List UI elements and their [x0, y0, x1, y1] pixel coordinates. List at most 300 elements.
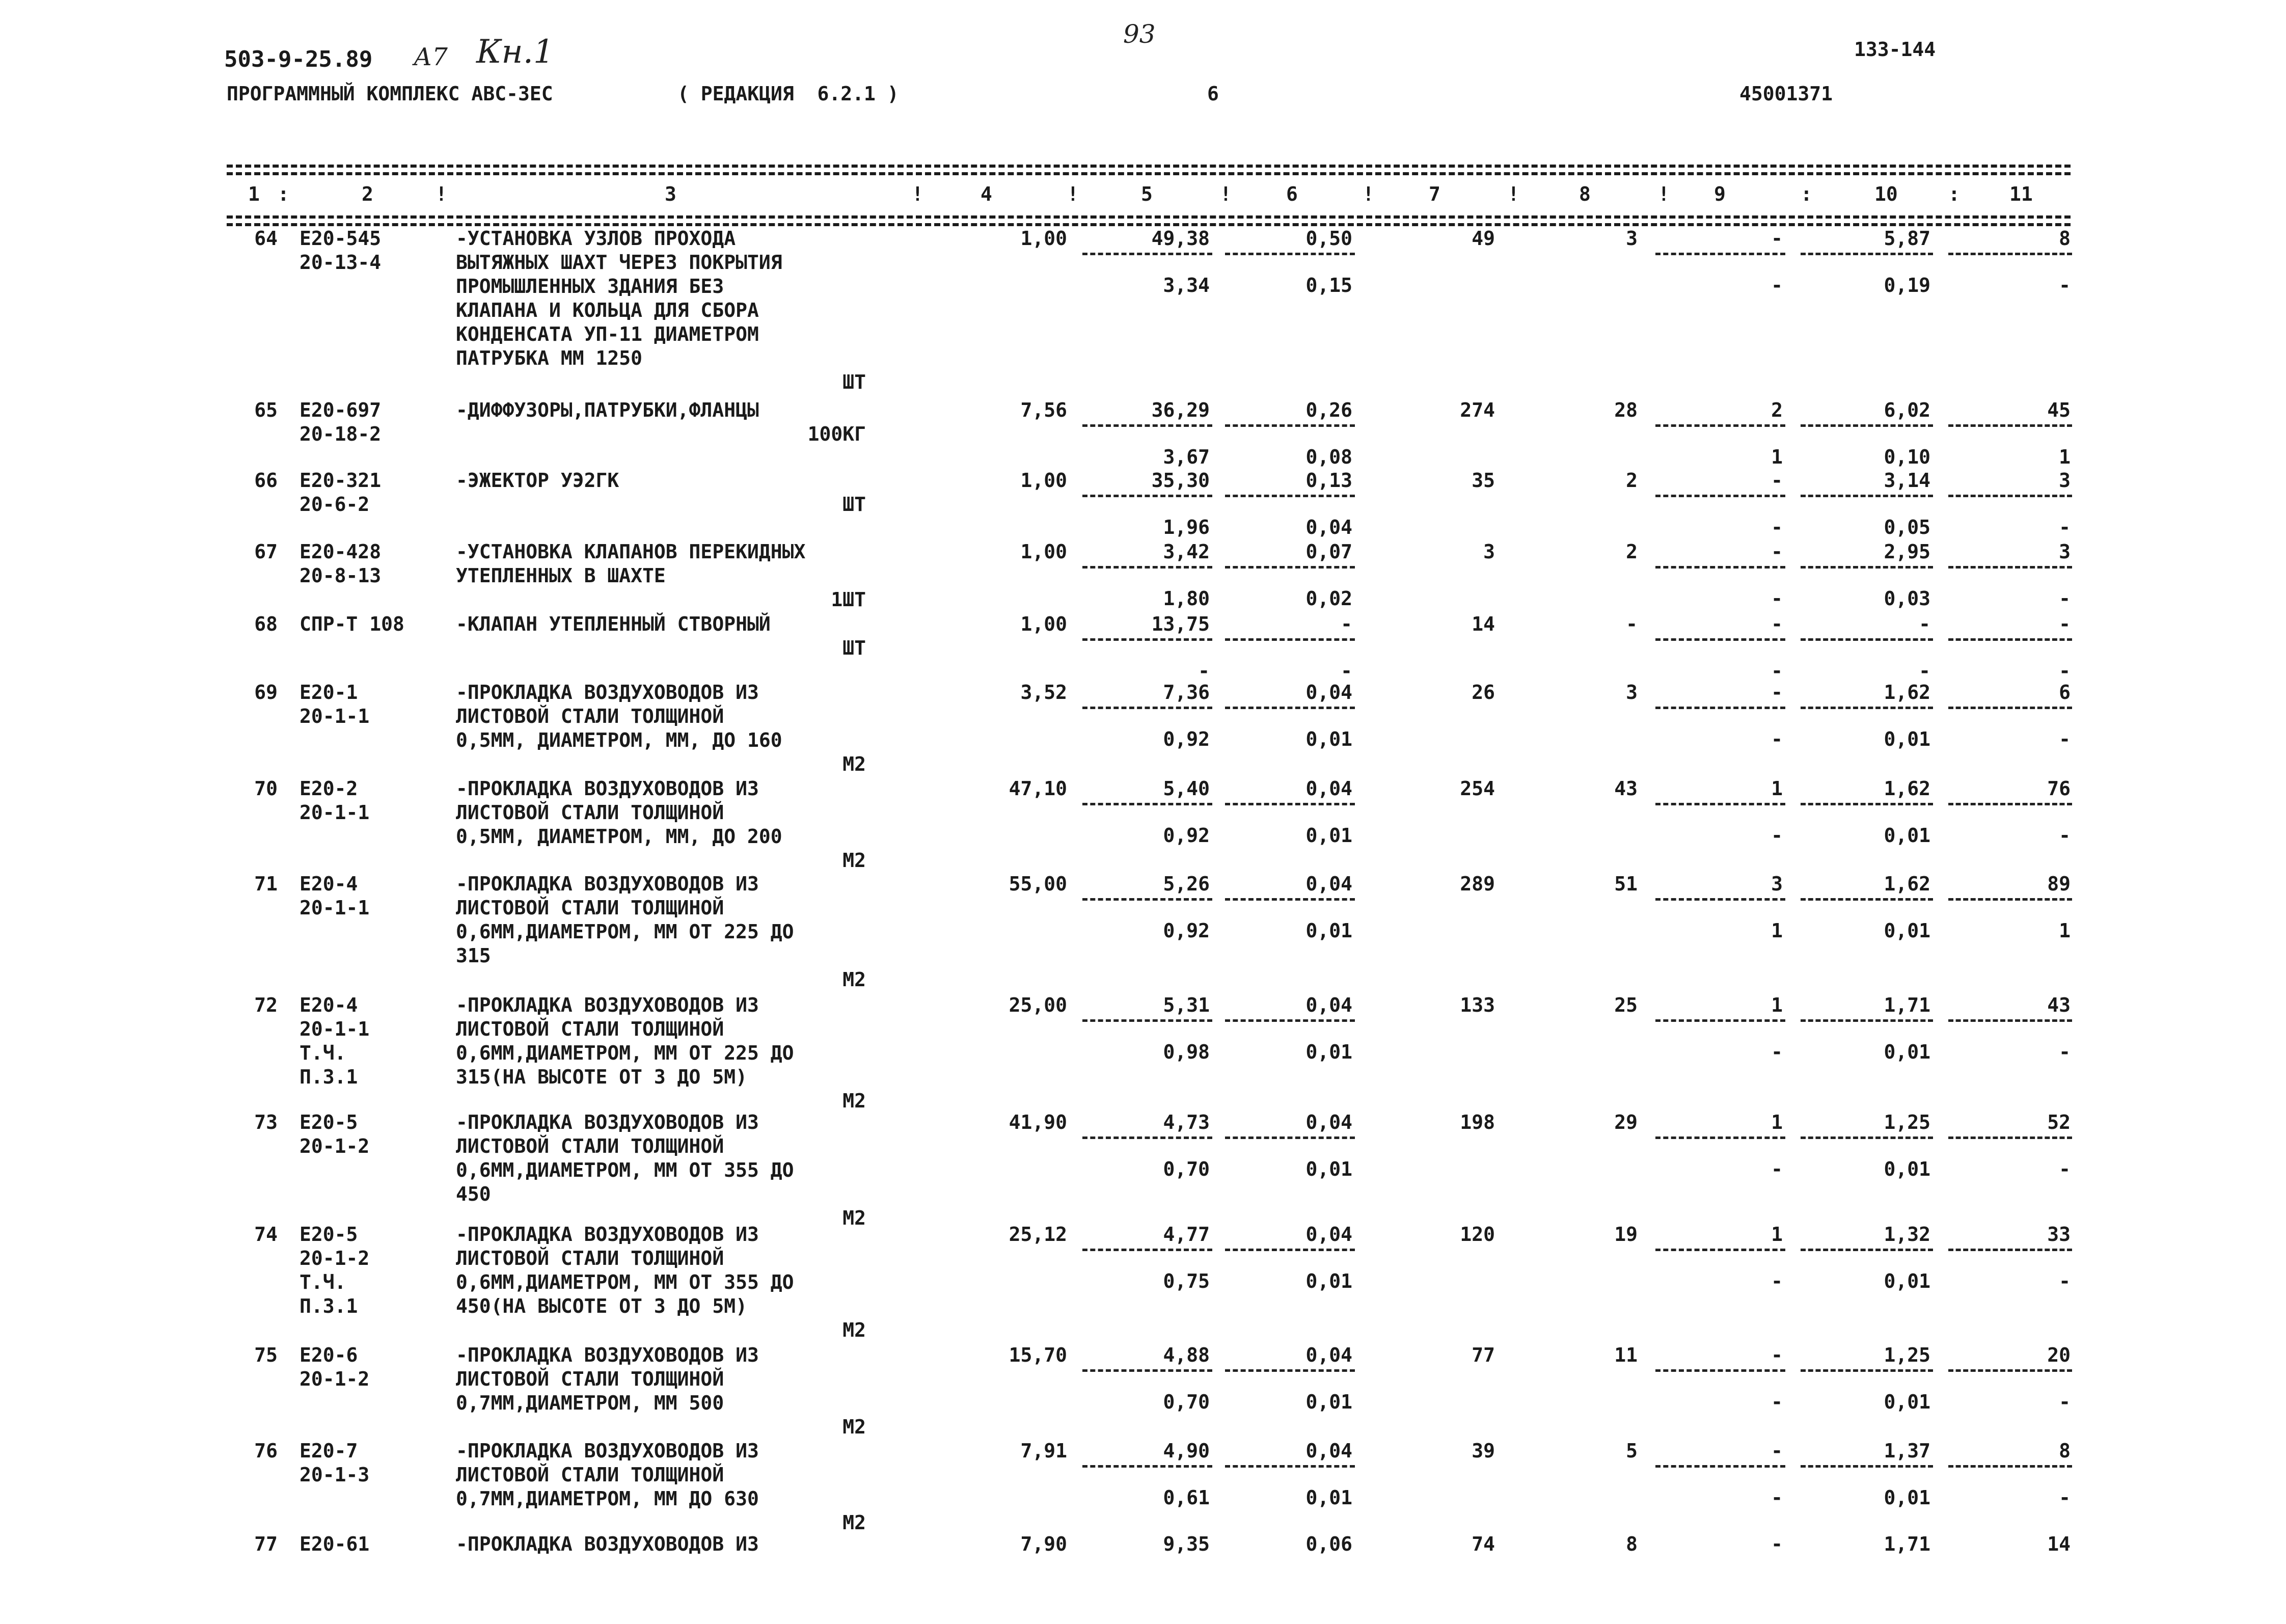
row-col9-sub: -	[1771, 660, 1783, 682]
cell-divider	[1655, 1465, 1785, 1468]
row-col6-base: 0,04	[1305, 1223, 1352, 1246]
row-quantity: 7,91	[1020, 1440, 1067, 1462]
row-quantity: 41,90	[1009, 1111, 1067, 1133]
row-quantity: 7,90	[1020, 1533, 1067, 1555]
row-col9-base: 1	[1771, 777, 1783, 800]
row-col6-base: 0,06	[1305, 1533, 1352, 1555]
cell-divider	[1655, 803, 1785, 805]
row-col6-sub: 0,01	[1305, 824, 1352, 847]
album-mark: А7	[414, 43, 448, 71]
cell-divider	[1225, 495, 1355, 497]
row-col5-base: 49,38	[1151, 227, 1210, 250]
row-description: -ПРОКЛАДКА ВОЗДУХОВОДОВ ИЗ	[456, 681, 759, 703]
column-separator: !	[1220, 183, 1232, 205]
row-number: 64	[254, 227, 278, 250]
cell-divider	[1948, 1136, 2072, 1139]
row-col5-sub: 0,70	[1163, 1158, 1210, 1180]
row-code: Е20-61	[300, 1533, 370, 1555]
row-col6-sub: 0,01	[1305, 1391, 1352, 1413]
cell-divider	[1655, 898, 1785, 901]
row-description: -ПРОКЛАДКА ВОЗДУХОВОДОВ ИЗ	[456, 777, 759, 800]
row-col6-sub: 0,01	[1305, 1158, 1352, 1180]
row-col5-base: 35,30	[1151, 469, 1210, 492]
row-col5-sub: -	[1198, 660, 1210, 682]
row-col7: 3	[1483, 540, 1495, 563]
cell-divider	[1948, 424, 2072, 427]
row-unit: М2	[842, 1416, 866, 1438]
cell-divider	[1801, 803, 1933, 805]
row-code: 20-1-1	[300, 1018, 370, 1040]
row-unit: М2	[842, 1090, 866, 1112]
column-header-2: 2	[362, 183, 373, 205]
cell-divider	[1082, 253, 1212, 255]
row-code: 20-1-1	[300, 705, 370, 727]
row-col11-base: 3	[2059, 469, 2071, 492]
document-code: 45001371	[1739, 83, 1833, 105]
row-description: 0,5ММ, ДИАМЕТРОМ, ММ, ДО 160	[456, 729, 782, 751]
row-code: 20-8-13	[300, 564, 382, 587]
cell-divider	[1225, 1136, 1355, 1139]
row-col9-sub: -	[1771, 1486, 1783, 1509]
row-col10-sub: 0,01	[1884, 1391, 1930, 1413]
row-description: 315(НА ВЫСОТЕ ОТ 3 ДО 5М)	[456, 1066, 747, 1088]
row-description: ПРОМЫШЛЕННЫХ ЗДАНИЯ БЕЗ	[456, 275, 724, 297]
row-quantity: 1,00	[1020, 613, 1067, 635]
cell-divider	[1948, 1019, 2072, 1022]
row-description: 315	[456, 944, 491, 967]
column-header-11: 11	[2009, 183, 2033, 205]
row-number: 76	[254, 1440, 278, 1462]
row-col6-sub: 0,01	[1305, 919, 1352, 942]
row-unit: М2	[842, 1207, 866, 1229]
cell-divider	[1082, 1465, 1212, 1468]
cell-divider	[1082, 707, 1212, 709]
row-col11-sub: -	[2059, 1041, 2071, 1063]
row-col10-base: 2,95	[1884, 540, 1930, 563]
row-description: 0,5ММ, ДИАМЕТРОМ, ММ, ДО 200	[456, 825, 782, 848]
row-quantity: 3,52	[1020, 681, 1067, 703]
row-unit: М2	[842, 968, 866, 991]
cell-divider	[1948, 898, 2072, 901]
cell-divider	[1801, 495, 1933, 497]
row-col10-sub: 0,01	[1884, 1041, 1930, 1063]
row-description: -ПРОКЛАДКА ВОЗДУХОВОДОВ ИЗ	[456, 994, 759, 1016]
cell-divider	[1225, 1465, 1355, 1468]
cell-divider	[1801, 707, 1933, 709]
row-col6-base: 0,26	[1305, 399, 1352, 421]
row-description: ЛИСТОВОЙ СТАЛИ ТОЛЩИНОЙ	[456, 1135, 724, 1157]
row-number: 66	[254, 469, 278, 492]
cell-divider	[1082, 1019, 1212, 1022]
row-description: -УСТАНОВКА УЗЛОВ ПРОХОДА	[456, 227, 736, 250]
cell-divider	[1948, 566, 2072, 569]
cell-divider	[1801, 898, 1933, 901]
row-col7: 254	[1460, 777, 1495, 800]
column-header-10: 10	[1874, 183, 1898, 205]
row-col6-sub: 0,08	[1305, 446, 1352, 468]
row-description: -ПРОКЛАДКА ВОЗДУХОВОДОВ ИЗ	[456, 1344, 759, 1366]
row-col6-base: 0,04	[1305, 873, 1352, 895]
cell-divider	[1225, 253, 1355, 255]
program-title: ПРОГРАММНЫЙ КОМПЛЕКС АВС-3ЕС	[227, 83, 553, 105]
row-code: Е20-545	[300, 227, 382, 250]
row-description: ЛИСТОВОЙ СТАЛИ ТОЛЩИНОЙ	[456, 1247, 724, 1269]
row-col6-base: 0,04	[1305, 777, 1352, 800]
row-col11-base: 76	[2047, 777, 2071, 800]
row-col5-sub: 0,92	[1163, 824, 1210, 847]
row-col6-sub: 0,02	[1305, 587, 1352, 610]
row-number: 71	[254, 873, 278, 895]
row-code: 20-1-2	[300, 1135, 370, 1157]
cell-divider	[1082, 638, 1212, 641]
row-description: 0,6ММ,ДИАМЕТРОМ, ММ ОТ 355 ДО	[456, 1159, 794, 1181]
column-separator: :	[278, 183, 289, 205]
row-col9-sub: -	[1771, 824, 1783, 847]
row-unit: 1ШТ	[831, 588, 866, 611]
row-code: Т.Ч.	[300, 1271, 346, 1293]
cell-divider	[1948, 1465, 2072, 1468]
row-col7: 289	[1460, 873, 1495, 895]
row-col10-base: 1,37	[1884, 1440, 1930, 1462]
row-col7: 26	[1472, 681, 1495, 703]
row-code: Е20-697	[300, 399, 382, 421]
row-code: Е20-321	[300, 469, 382, 492]
cell-divider	[1948, 638, 2072, 641]
cell-divider	[1948, 495, 2072, 497]
column-separator: !	[1658, 183, 1670, 205]
row-col5-base: 4,77	[1163, 1223, 1210, 1246]
column-header-6: 6	[1286, 183, 1298, 205]
row-code: 20-1-1	[300, 801, 370, 824]
cell-divider	[1655, 638, 1785, 641]
row-col6-base: 0,50	[1305, 227, 1352, 250]
row-col5-sub: 1,80	[1163, 587, 1210, 610]
row-col8: 2	[1626, 540, 1638, 563]
cell-divider	[1801, 1465, 1933, 1468]
row-col5-sub: 3,67	[1163, 446, 1210, 468]
row-col7: 39	[1472, 1440, 1495, 1462]
column-separator: !	[912, 183, 923, 205]
cell-divider	[1801, 1019, 1933, 1022]
row-quantity: 25,00	[1009, 994, 1067, 1016]
row-col10-sub: 0,05	[1884, 516, 1930, 538]
row-col7: 120	[1460, 1223, 1495, 1246]
cell-divider	[1082, 1136, 1212, 1139]
row-code: СПР-Т 108	[300, 613, 404, 635]
cell-divider	[1948, 1369, 2072, 1372]
row-unit: ШТ	[842, 637, 866, 659]
row-description: -ПРОКЛАДКА ВОЗДУХОВОДОВ ИЗ	[456, 1533, 759, 1555]
row-col5-base: 13,75	[1151, 613, 1210, 635]
row-number: 74	[254, 1223, 278, 1246]
page-number: 93	[1123, 19, 1156, 49]
row-col6-base: 0,04	[1305, 994, 1352, 1016]
row-col9-base: -	[1771, 540, 1783, 563]
row-code: Е20-1	[300, 681, 358, 703]
row-col11-sub: -	[2059, 1486, 2071, 1509]
row-col10-base: 1,25	[1884, 1111, 1930, 1133]
row-col11-sub: -	[2059, 824, 2071, 847]
row-code: Е20-4	[300, 994, 358, 1016]
row-code: 20-1-3	[300, 1464, 370, 1486]
row-description: ЛИСТОВОЙ СТАЛИ ТОЛЩИНОЙ	[456, 1018, 724, 1040]
cell-divider	[1082, 1369, 1212, 1372]
row-col9-base: 1	[1771, 994, 1783, 1016]
row-col5-base: 4,88	[1163, 1344, 1210, 1366]
row-quantity: 1,00	[1020, 469, 1067, 492]
row-col5-sub: 0,92	[1163, 919, 1210, 942]
row-col10-sub: 0,01	[1884, 824, 1930, 847]
row-description: -ДИФФУЗОРЫ,ПАТРУБКИ,ФЛАНЦЫ	[456, 399, 759, 421]
row-col6-base: 0,04	[1305, 1111, 1352, 1133]
row-col11-base: 3	[2059, 540, 2071, 563]
row-col8: 5	[1626, 1440, 1638, 1462]
row-col10-base: 1,25	[1884, 1344, 1930, 1366]
row-col10-sub: 0,03	[1884, 587, 1930, 610]
row-number: 70	[254, 777, 278, 800]
row-col5-base: 5,26	[1163, 873, 1210, 895]
row-col9-sub: 1	[1771, 446, 1783, 468]
row-code: Е20-6	[300, 1344, 358, 1366]
row-col10-base: 3,14	[1884, 469, 1930, 492]
cell-divider	[1225, 1369, 1355, 1372]
header-rule-top-2	[227, 172, 2071, 175]
cell-divider	[1655, 1019, 1785, 1022]
row-col9-base: -	[1771, 1533, 1783, 1555]
column-header-row	[0, 182, 2286, 208]
cell-divider	[1225, 803, 1355, 805]
row-col8: 3	[1626, 681, 1638, 703]
row-col10-sub: 0,01	[1884, 1158, 1930, 1180]
row-description: ЛИСТОВОЙ СТАЛИ ТОЛЩИНОЙ	[456, 897, 724, 919]
cell-divider	[1225, 898, 1355, 901]
row-col5-base: 36,29	[1151, 399, 1210, 421]
row-col5-sub: 3,34	[1163, 274, 1210, 296]
row-col6-sub: 0,15	[1305, 274, 1352, 296]
cell-divider	[1082, 898, 1212, 901]
row-col10-base: -	[1919, 613, 1930, 635]
row-col9-base: -	[1771, 681, 1783, 703]
row-col7: 133	[1460, 994, 1495, 1016]
row-col6-sub: 0,01	[1305, 1486, 1352, 1509]
cell-divider	[1801, 424, 1933, 427]
cell-divider	[1655, 1136, 1785, 1139]
row-col11-base: 52	[2047, 1111, 2071, 1133]
row-col7: 198	[1460, 1111, 1495, 1133]
row-col10-sub: 0,01	[1884, 919, 1930, 942]
row-col7: 274	[1460, 399, 1495, 421]
row-col9-sub: -	[1771, 1041, 1783, 1063]
cell-divider	[1801, 1369, 1933, 1372]
column-header-4: 4	[981, 183, 992, 205]
row-quantity: 47,10	[1009, 777, 1067, 800]
row-col8: 28	[1614, 399, 1638, 421]
row-col8: 43	[1614, 777, 1638, 800]
cell-divider	[1082, 1249, 1212, 1251]
cell-divider	[1801, 638, 1933, 641]
row-quantity: 55,00	[1009, 873, 1067, 895]
row-col5-base: 4,90	[1163, 1440, 1210, 1462]
row-col11-base: 8	[2059, 227, 2071, 250]
header-rule-top	[227, 165, 2071, 168]
row-unit: ШТ	[842, 371, 866, 393]
row-description: ВЫТЯЖНЫХ ШАХТ ЧЕРЕЗ ПОКРЫТИЯ	[456, 251, 782, 274]
row-code: Е20-4	[300, 873, 358, 895]
row-col7: 35	[1472, 469, 1495, 492]
row-col8: 3	[1626, 227, 1638, 250]
row-col5-base: 5,40	[1163, 777, 1210, 800]
row-description: -ПРОКЛАДКА ВОЗДУХОВОДОВ ИЗ	[456, 1111, 759, 1133]
row-code: 20-1-1	[300, 897, 370, 919]
row-col11-base: 20	[2047, 1344, 2071, 1366]
header-rule-bottom	[227, 215, 2071, 219]
row-number: 72	[254, 994, 278, 1016]
row-col8: 8	[1626, 1533, 1638, 1555]
row-description: ЛИСТОВОЙ СТАЛИ ТОЛЩИНОЙ	[456, 705, 724, 727]
row-col11-sub: 1	[2059, 446, 2071, 468]
row-col6-sub: -	[1341, 660, 1352, 682]
row-number: 75	[254, 1344, 278, 1366]
row-col9-sub: -	[1771, 274, 1783, 296]
row-col10-base: 1,71	[1884, 1533, 1930, 1555]
row-code: Е20-7	[300, 1440, 358, 1462]
row-col11-sub: -	[2059, 1270, 2071, 1292]
column-marker: 6	[1207, 83, 1219, 105]
cell-divider	[1948, 1249, 2072, 1251]
row-description: -ЭЖЕКТОР УЭ2ГК	[456, 469, 619, 492]
edition-label: ( РЕДАКЦИЯ 6.2.1 )	[677, 83, 899, 105]
book-mark: Кн.1	[476, 33, 554, 71]
row-col9-sub: -	[1771, 728, 1783, 750]
column-separator: :	[1801, 183, 1812, 205]
row-col11-base: -	[2059, 613, 2071, 635]
row-col9-base: -	[1771, 1440, 1783, 1462]
row-col5-base: 5,31	[1163, 994, 1210, 1016]
row-col8: 29	[1614, 1111, 1638, 1133]
row-col9-sub: -	[1771, 1391, 1783, 1413]
row-code: П.3.1	[300, 1066, 358, 1088]
row-description: 450(НА ВЫСОТЕ ОТ 3 ДО 5М)	[456, 1295, 747, 1317]
row-col11-base: 45	[2047, 399, 2071, 421]
row-col10-sub: 0,19	[1884, 274, 1930, 296]
row-quantity: 1,00	[1020, 540, 1067, 563]
row-col11-base: 43	[2047, 994, 2071, 1016]
row-description: -ПРОКЛАДКА ВОЗДУХОВОДОВ ИЗ	[456, 873, 759, 895]
column-header-8: 8	[1579, 183, 1591, 205]
row-description: ЛИСТОВОЙ СТАЛИ ТОЛЩИНОЙ	[456, 1464, 724, 1486]
cell-divider	[1655, 424, 1785, 427]
row-col11-sub: -	[2059, 274, 2071, 296]
cell-divider	[1948, 803, 2072, 805]
row-col10-base: 5,87	[1884, 227, 1930, 250]
row-number: 69	[254, 681, 278, 703]
row-description: -УСТАНОВКА КЛАПАНОВ ПЕРЕКИДНЫХ	[456, 540, 806, 563]
row-col10-base: 1,62	[1884, 777, 1930, 800]
cell-divider	[1082, 803, 1212, 805]
row-description: 450	[456, 1183, 491, 1205]
row-number: 68	[254, 613, 278, 635]
row-col6-sub: 0,01	[1305, 728, 1352, 750]
row-col11-sub: -	[2059, 1158, 2071, 1180]
row-description: 0,6ММ,ДИАМЕТРОМ, ММ ОТ 225 ДО	[456, 1042, 794, 1064]
cell-divider	[1225, 707, 1355, 709]
row-col10-sub: 0,01	[1884, 1486, 1930, 1509]
row-description: 0,7ММ,ДИАМЕТРОМ, ММ 500	[456, 1392, 724, 1414]
column-header-1: 1	[248, 183, 260, 205]
row-code: 20-18-2	[300, 423, 382, 445]
row-number: 67	[254, 540, 278, 563]
row-description: -ПРОКЛАДКА ВОЗДУХОВОДОВ ИЗ	[456, 1223, 759, 1246]
column-separator: :	[1948, 183, 1960, 205]
row-unit: ШТ	[842, 493, 866, 516]
row-col5-base: 9,35	[1163, 1533, 1210, 1555]
row-col6-base: 0,13	[1305, 469, 1352, 492]
row-code: 20-1-2	[300, 1368, 370, 1390]
cell-divider	[1801, 1136, 1933, 1139]
row-description: ЛИСТОВОЙ СТАЛИ ТОЛЩИНОЙ	[456, 801, 724, 824]
row-code: Е20-2	[300, 777, 358, 800]
row-col11-base: 8	[2059, 1440, 2071, 1462]
cell-divider	[1082, 566, 1212, 569]
row-col9-sub: 1	[1771, 919, 1783, 942]
row-col11-base: 14	[2047, 1533, 2071, 1555]
row-col11-sub: -	[2059, 1391, 2071, 1413]
row-col9-base: 2	[1771, 399, 1783, 421]
row-code: Т.Ч.	[300, 1042, 346, 1064]
row-col6-base: 0,04	[1305, 1440, 1352, 1462]
row-col10-sub: 0,01	[1884, 1270, 1930, 1292]
row-quantity: 1,00	[1020, 227, 1067, 250]
row-unit: М2	[842, 753, 866, 775]
cell-divider	[1801, 253, 1933, 255]
row-col8: 2	[1626, 469, 1638, 492]
row-col8: -	[1626, 613, 1638, 635]
row-col5-sub: 0,61	[1163, 1486, 1210, 1509]
row-col9-base: 3	[1771, 873, 1783, 895]
cell-divider	[1948, 707, 2072, 709]
row-col10-base: 1,62	[1884, 681, 1930, 703]
doc-code: 503-9-25.89	[224, 46, 373, 72]
row-col11-base: 33	[2047, 1223, 2071, 1246]
row-col8: 25	[1614, 994, 1638, 1016]
cell-divider	[1225, 638, 1355, 641]
row-col5-sub: 0,98	[1163, 1041, 1210, 1063]
cell-divider	[1082, 495, 1212, 497]
column-separator: !	[436, 183, 447, 205]
row-code: П.3.1	[300, 1295, 358, 1317]
row-col11-base: 6	[2059, 681, 2071, 703]
row-description: 0,7ММ,ДИАМЕТРОМ, ММ ДО 630	[456, 1487, 759, 1510]
row-unit: М2	[842, 849, 866, 872]
row-number: 73	[254, 1111, 278, 1133]
cell-divider	[1655, 1249, 1785, 1251]
row-col7: 14	[1472, 613, 1495, 635]
row-code: Е20-5	[300, 1111, 358, 1133]
cell-divider	[1225, 1019, 1355, 1022]
cell-divider	[1082, 424, 1212, 427]
cell-divider	[1801, 566, 1933, 569]
cell-divider	[1655, 1369, 1785, 1372]
row-code: Е20-428	[300, 540, 382, 563]
row-quantity: 7,56	[1020, 399, 1067, 421]
row-description: 0,6ММ,ДИАМЕТРОМ, ММ ОТ 355 ДО	[456, 1271, 794, 1293]
row-col11-sub: -	[2059, 587, 2071, 610]
row-col9-sub: -	[1771, 587, 1783, 610]
row-col5-base: 4,73	[1163, 1111, 1210, 1133]
row-col6-base: 0,07	[1305, 540, 1352, 563]
row-code: Е20-5	[300, 1223, 358, 1246]
cell-divider	[1655, 707, 1785, 709]
